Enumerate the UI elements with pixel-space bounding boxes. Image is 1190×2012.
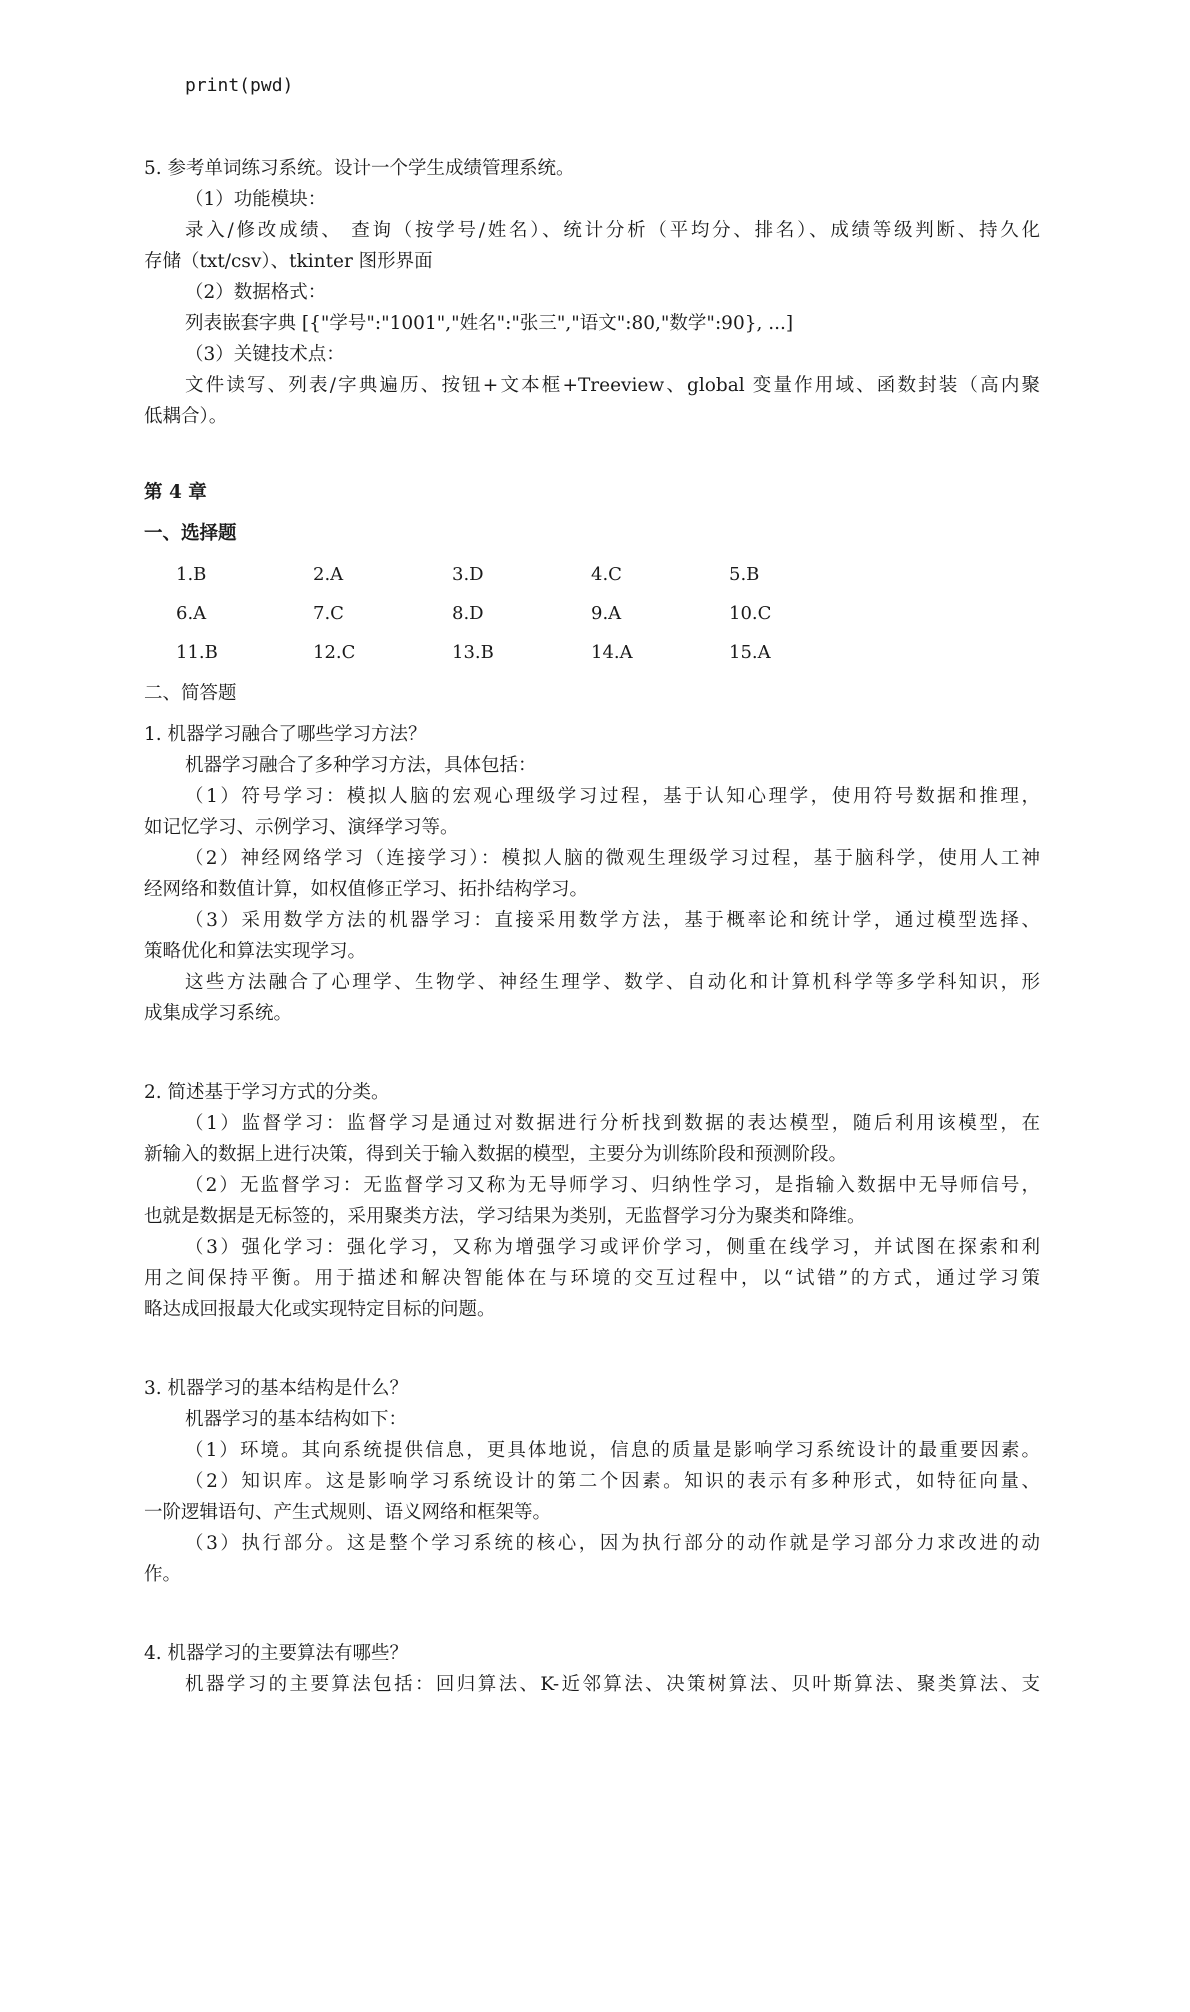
answer-cell: 2.A	[313, 564, 344, 585]
sa2-title: 2. 简述基于学习方式的分类。	[144, 1082, 390, 1103]
answer-cell: 6.A	[176, 603, 207, 624]
answer-cell: 7.C	[313, 603, 344, 624]
sa3-p3b: 作。	[144, 1564, 182, 1585]
sa2-p1a: （1）监督学习：监督学习是通过对数据进行分析找到数据的表达模型，随后利用该模型，在	[185, 1113, 1040, 1134]
q5-func-heading: （1）功能模块：	[185, 189, 327, 210]
sa3-intro: 机器学习的基本结构如下：	[185, 1409, 408, 1430]
sa1-p1b: 如记忆学习、示例学习、演绎学习等。	[144, 817, 459, 838]
sa1-p3a: （3）采用数学方法的机器学习：直接采用数学方法，基于概率论和统计学，通过模型选择、	[185, 910, 1040, 931]
answer-cell: 8.D	[452, 603, 484, 624]
q5-tech-heading: （3）关键技术点：	[185, 344, 345, 365]
answer-cell: 12.C	[313, 642, 356, 663]
answer-cell: 14.A	[591, 642, 633, 663]
sa1-title: 1. 机器学习融合了哪些学习方法？	[144, 724, 427, 745]
sa1-p1a: （1）符号学习：模拟人脑的宏观心理级学习过程，基于认知心理学，使用符号数据和推理，	[185, 786, 1040, 807]
answer-cell: 10.C	[729, 603, 772, 624]
sa1-p2b: 经网络和数值计算，如权值修正学习、拓扑结构学习。	[144, 879, 589, 900]
sa4-title: 4. 机器学习的主要算法有哪些？	[144, 1643, 409, 1664]
sa3-title: 3. 机器学习的基本结构是什么？	[144, 1378, 409, 1399]
answer-cell: 13.B	[452, 642, 494, 663]
section-short-answer-heading: 二、简答题	[144, 683, 237, 704]
answer-cell: 5.B	[729, 564, 760, 585]
sa3-p1: （1）环境。其向系统提供信息，更具体地说，信息的质量是影响学习系统设计的最重要因素。	[185, 1440, 1040, 1461]
sa2-p3a: （3）强化学习：强化学习，又称为增强学习或评价学习，侧重在线学习，并试图在探索和利	[185, 1237, 1040, 1258]
sa1-intro: 机器学习融合了多种学习方法，具体包括：	[185, 755, 537, 776]
answer-cell: 3.D	[452, 564, 484, 585]
answer-cell: 4.C	[591, 564, 622, 585]
sa2-p3c: 略达成回报最大化或实现特定目标的问题。	[144, 1299, 496, 1320]
section-choice-heading: 一、选择题	[144, 523, 237, 544]
sa4-p1a: 机器学习的主要算法包括：回归算法、K-近邻算法、决策树算法、贝叶斯算法、聚类算法、支	[185, 1674, 1040, 1695]
q5-tech-line1: 文件读写、列表/字典遍历、按钮+文本框+Treeview、global 变量作用域、函数封装（高内聚	[185, 375, 1040, 396]
sa3-p3a: （3）执行部分。这是整个学习系统的核心，因为执行部分的动作就是学习部分力求改进的动	[185, 1533, 1040, 1554]
sa1-p2a: （2）神经网络学习（连接学习）：模拟人脑的微观生理级学习过程，基于脑科学，使用人工神	[185, 848, 1040, 869]
code-line: print(pwd)	[185, 75, 294, 96]
sa2-p2b: 也就是数据是无标签的，采用聚类方法，学习结果为类别，无监督学习分为聚类和降维。	[144, 1206, 866, 1227]
chapter-heading: 第 4 章	[144, 482, 207, 503]
answer-cell: 15.A	[729, 642, 771, 663]
question-5-title: 5. 参考单词练习系统。设计一个学生成绩管理系统。	[144, 158, 575, 179]
answer-cell: 9.A	[591, 603, 622, 624]
sa3-p2b: 一阶逻辑语句、产生式规则、语义网络和框架等。	[144, 1502, 552, 1523]
q5-func-line1: 录入/修改成绩、 查询（按学号/姓名）、统计分析（平均分、排名）、成绩等级判断、持久化	[185, 220, 1040, 241]
q5-data-line: 列表嵌套字典 [{"学号":"1001","姓名":"张三","语文":80,"数学":90}, ...]	[185, 313, 794, 334]
sa2-p3b: 用之间保持平衡。用于描述和解决智能体在与环境的交互过程中，以“试错”的方式，通过学习策	[144, 1268, 1040, 1289]
q5-func-line2: 存储（txt/csv）、tkinter 图形界面	[144, 251, 433, 272]
sa1-p4b: 成集成学习系统。	[144, 1003, 293, 1024]
q5-tech-line2: 低耦合）。	[144, 406, 228, 427]
q5-data-heading: （2）数据格式：	[185, 282, 327, 303]
answer-cell: 1.B	[176, 564, 207, 585]
sa1-p4a: 这些方法融合了心理学、生物学、神经生理学、数学、自动化和计算机科学等多学科知识，形	[185, 972, 1040, 993]
sa2-p1b: 新输入的数据上进行决策，得到关于输入数据的模型，主要分为训练阶段和预测阶段。	[144, 1144, 848, 1165]
sa2-p2a: （2）无监督学习：无监督学习又称为无导师学习、归纳性学习，是指输入数据中无导师信号，	[185, 1175, 1040, 1196]
sa1-p3b: 策略优化和算法实现学习。	[144, 941, 367, 962]
answer-cell: 11.B	[176, 642, 218, 663]
sa3-p2a: （2）知识库。这是影响学习系统设计的第二个因素。知识的表示有多种形式，如特征向量、	[185, 1471, 1040, 1492]
